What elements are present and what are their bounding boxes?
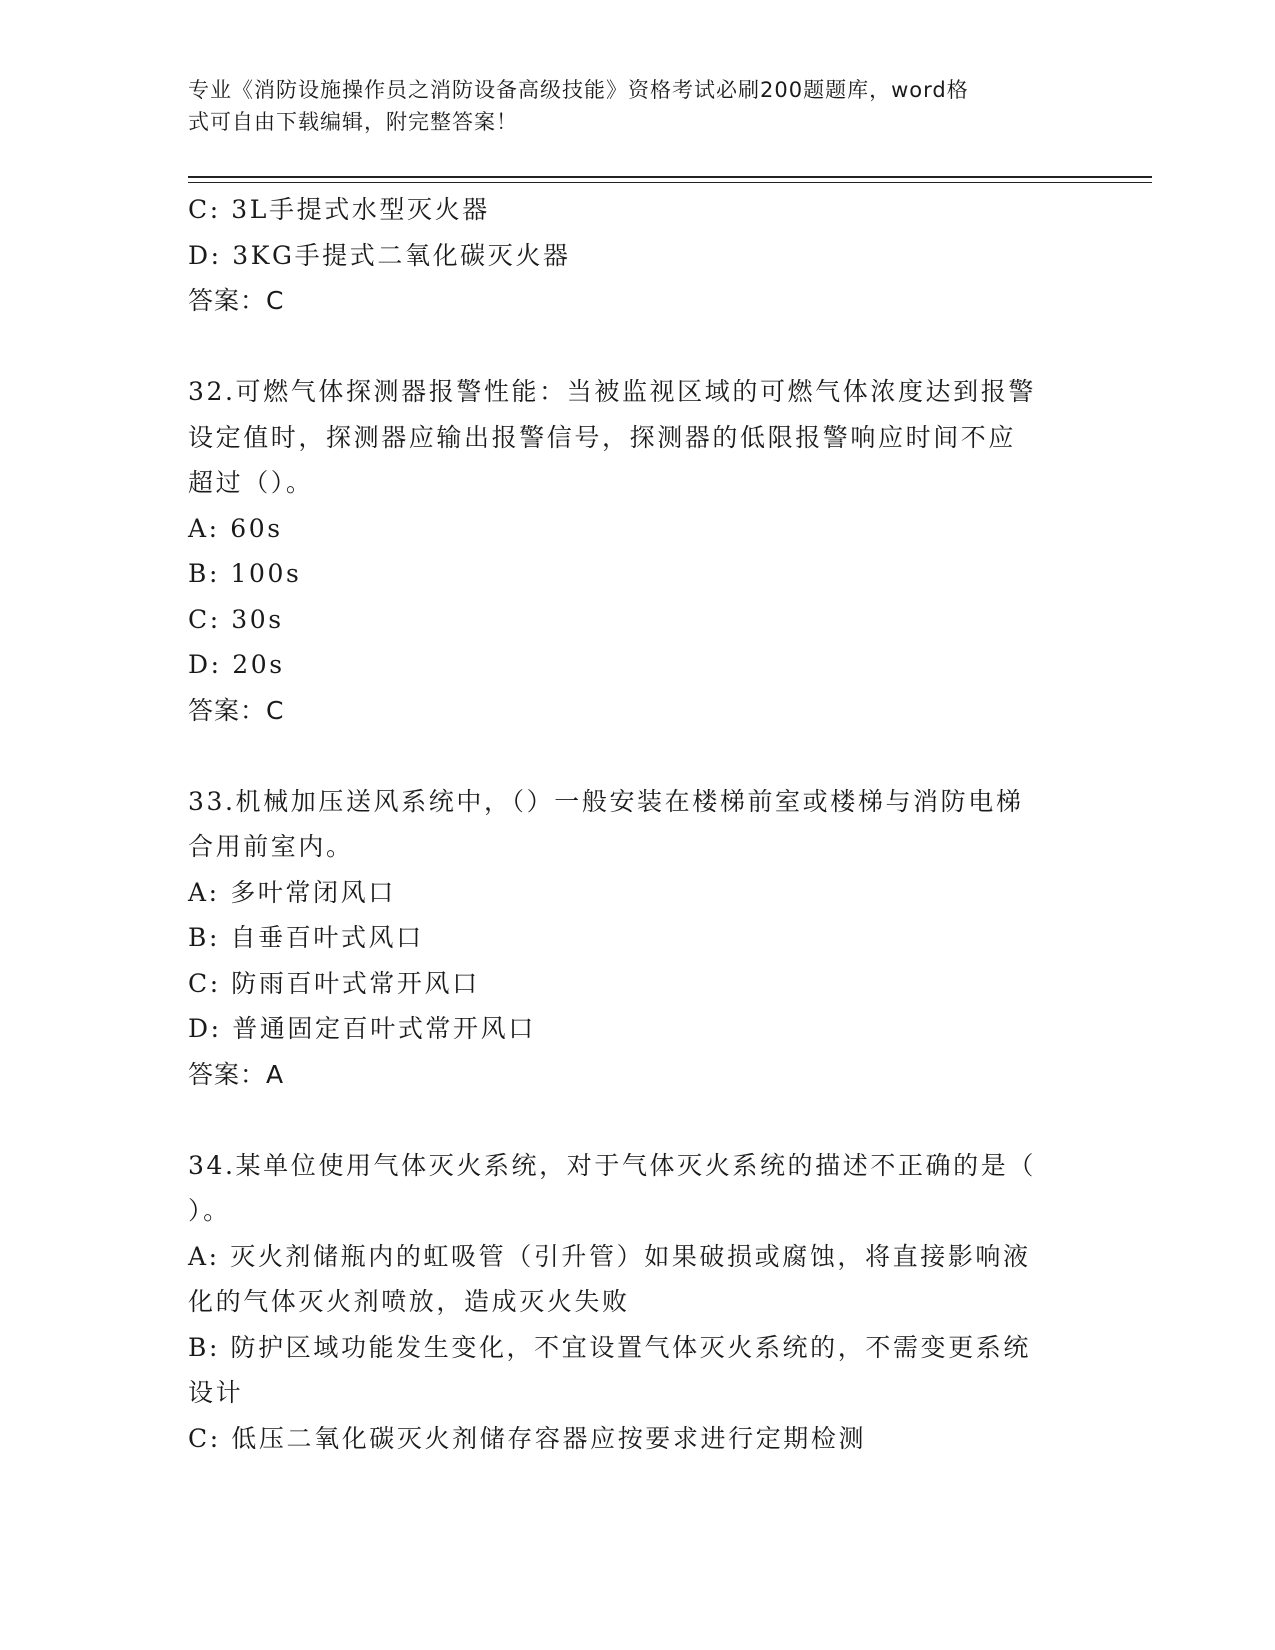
- q34-option-a-line-2: 化的气体灭火剂喷放，造成灭火失败: [188, 1287, 630, 1316]
- q32-stem-line-1: 32.可燃气体探测器报警性能：当被监视区域的可燃气体浓度达到报警: [188, 377, 1036, 406]
- prev-option-d: D: 3KG手提式二氧化碳灭火器: [188, 240, 571, 270]
- q34-option-c: C: 低压二氧化碳灭火剂储存容器应按要求进行定期检测: [188, 1423, 867, 1453]
- q33-option-a: A: 多叶常闭风口: [188, 877, 396, 907]
- q33-stem-line-1: 33.机械加压送风系统中，（）一般安装在楼梯前室或楼梯与消防电梯: [188, 786, 1024, 816]
- q32-answer: 答案：C: [188, 695, 285, 725]
- q34-option-a-line-1: A: 灭火剂储瓶内的虹吸管（引升管）如果破损或腐蚀，将直接影响液: [188, 1241, 1031, 1271]
- q33-option-d: D: 普通固定百叶式常开风口: [188, 1014, 536, 1043]
- document-header: [188, 74, 1068, 138]
- header-line-1: 专业《消防设施操作员之消防设备高级技能》资格考试必刷200题题库，word格: [188, 78, 969, 102]
- q34-option-b-line-1: B: 防护区域功能发生变化，不宜设置气体灭火系统的，不需变更系统: [188, 1332, 1031, 1362]
- q32-stem-line-3: 超过（）。: [188, 468, 314, 497]
- q33-answer: 答案：A: [188, 1059, 285, 1089]
- q34-option-b-line-2: 设计: [188, 1378, 244, 1407]
- q32-option-b: B: 100s: [188, 559, 302, 588]
- question-content: [188, 187, 1068, 1461]
- q32-stem-line-2: 设定值时，探测器应输出报警信号，探测器的低限报警响应时间不应: [188, 422, 1017, 452]
- q34-stem-line-2: ）。: [188, 1196, 231, 1225]
- q32-option-c: C: 30s: [188, 604, 284, 634]
- spacer: [188, 1097, 1068, 1143]
- q33-stem-line-2: 合用前室内。: [188, 832, 354, 861]
- prev-answer: 答案：C: [188, 286, 285, 315]
- spacer: [188, 324, 1068, 370]
- header-rule-thick: [188, 176, 1152, 178]
- q32-option-d: D: 20s: [188, 650, 285, 679]
- prev-option-c: C: 3L手提式水型灭火器: [188, 195, 490, 224]
- header-line-2: 式可自由下载编辑，附完整答案！: [188, 110, 518, 134]
- spacer: [188, 733, 1068, 779]
- q34-stem-line-1: 34.某单位使用气体灭火系统，对于气体灭火系统的描述不正确的是（: [188, 1150, 1036, 1180]
- q33-option-b: B: 自垂百叶式风口: [188, 923, 424, 952]
- header-rule-thin: [188, 182, 1152, 183]
- q32-option-a: A: 60s: [188, 513, 283, 543]
- q33-option-c: C: 防雨百叶式常开风口: [188, 968, 480, 998]
